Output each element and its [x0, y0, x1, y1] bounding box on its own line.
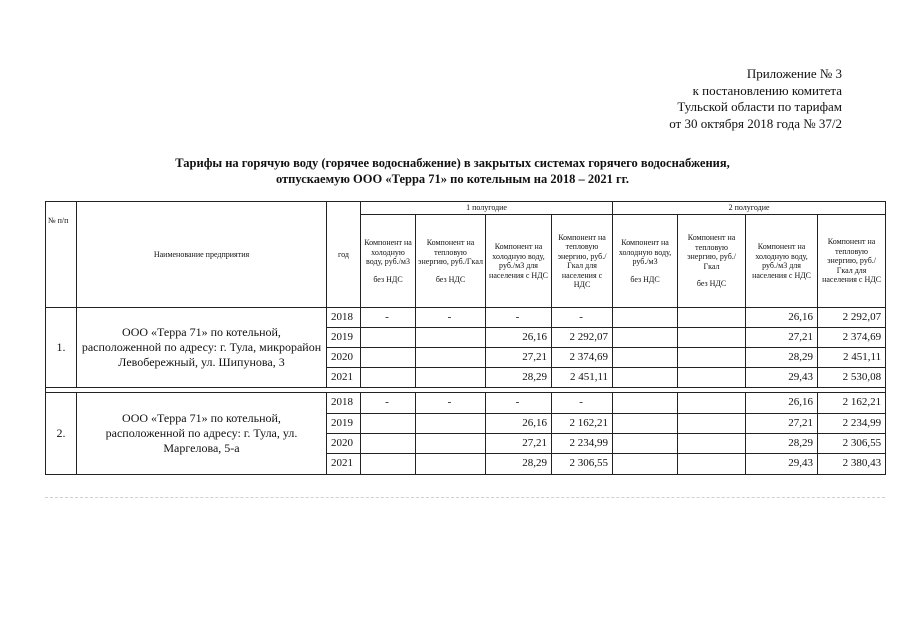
value-cell: - — [486, 308, 552, 328]
value-cell — [678, 368, 746, 388]
value-cell: 2 292,07 — [818, 308, 886, 328]
value-cell: 2 234,99 — [818, 414, 886, 434]
value-cell — [416, 348, 486, 368]
value-cell: - — [552, 393, 613, 414]
year-cell: 2020 — [327, 434, 361, 454]
value-cell — [678, 414, 746, 434]
value-cell: - — [416, 308, 486, 328]
header-text: Компонент на холодную воду, руб./м3 — [618, 238, 672, 266]
value-cell — [678, 393, 746, 414]
value-cell — [361, 328, 416, 348]
appendix-line: к постановлению комитета — [692, 82, 842, 98]
header-nds: без НДС — [373, 274, 403, 284]
value-cell — [613, 328, 678, 348]
value-cell: - — [361, 393, 416, 414]
value-cell: 28,29 — [746, 434, 818, 454]
year-cell: 2021 — [327, 368, 361, 388]
value-cell — [361, 414, 416, 434]
value-cell: 2 162,21 — [818, 393, 886, 414]
header-h1-cold — [361, 215, 416, 308]
value-cell — [361, 348, 416, 368]
value-cell — [678, 454, 746, 475]
value-cell — [613, 414, 678, 434]
table-row — [46, 308, 886, 328]
value-cell — [613, 454, 678, 475]
value-cell: 27,21 — [746, 414, 818, 434]
value-cell: 2 451,11 — [818, 348, 886, 368]
header-h1-heat-pop: Компонент на тепловую энергию, руб./Гкал для населения с НДС — [552, 215, 613, 308]
appendix-block — [669, 66, 842, 132]
value-cell — [416, 454, 486, 475]
value-cell: 2 451,11 — [552, 368, 613, 388]
value-cell — [613, 308, 678, 328]
header-nds: без НДС — [696, 279, 727, 289]
title-line: отпускаемую ООО «Терра 71» по котельным на 2018 – 2021 гг. — [275, 172, 630, 186]
title-line: Тарифы на горячую воду (горячее водоснабжение) в закрытых системах горячего водоснабжения, — [175, 156, 730, 170]
header-h2-cold-pop: Компонент на холодную воду, руб./м3 для населения с НДС — [746, 215, 818, 308]
header-half-2: 2 полугодие — [613, 202, 886, 215]
value-cell: 29,43 — [746, 454, 818, 475]
value-cell — [416, 368, 486, 388]
value-cell — [678, 308, 746, 328]
value-cell: 2 374,69 — [818, 328, 886, 348]
value-cell: 2 306,55 — [818, 434, 886, 454]
value-cell: - — [552, 308, 613, 328]
header-nds: без НДС — [435, 274, 466, 284]
value-cell: 2 234,99 — [552, 434, 613, 454]
year-cell: 2018 — [327, 393, 361, 414]
company-name: ООО «Терра 71» по котельной, расположенной по адресу: г. Тула, микрорайон Левобережный, ул. Шипунова, 3 — [77, 308, 327, 388]
header-h2-cold — [613, 215, 678, 308]
header-h1-heat — [416, 215, 486, 308]
value-cell: - — [486, 393, 552, 414]
tariff-table — [45, 201, 886, 475]
value-cell — [416, 414, 486, 434]
value-cell: 2 162,21 — [552, 414, 613, 434]
value-cell: 29,43 — [746, 368, 818, 388]
header-nds: без НДС — [630, 274, 660, 284]
header-year: год — [327, 202, 361, 308]
value-cell — [613, 434, 678, 454]
faint-scan-line — [45, 497, 885, 498]
value-cell: 26,16 — [746, 308, 818, 328]
value-cell: 2 530,08 — [818, 368, 886, 388]
appendix-line: от 30 октября 2018 года № 37/2 — [669, 115, 842, 131]
appendix-line: Тульской области по тарифам — [677, 99, 842, 114]
value-cell — [416, 434, 486, 454]
value-cell: 2 374,69 — [552, 348, 613, 368]
year-cell: 2018 — [327, 308, 361, 328]
value-cell: 28,29 — [486, 368, 552, 388]
value-cell — [361, 368, 416, 388]
value-cell — [361, 454, 416, 475]
row-number: 1. — [46, 308, 77, 388]
header-half-1: 1 полугодие — [361, 202, 613, 215]
value-cell: 2 292,07 — [552, 328, 613, 348]
value-cell: - — [416, 393, 486, 414]
table-row — [46, 393, 886, 414]
value-cell: 28,29 — [746, 348, 818, 368]
value-cell — [613, 348, 678, 368]
header-h2-heat — [678, 215, 746, 308]
year-cell: 2019 — [327, 328, 361, 348]
header-h2-heat-pop: Компонент на тепловую энергию, руб./Гкал для населения с НДС — [818, 215, 886, 308]
value-cell — [613, 393, 678, 414]
value-cell — [361, 434, 416, 454]
document-title — [0, 155, 905, 187]
header-h1-cold-pop: Компонент на холодную воду, руб./м3 для населения с НДС — [486, 215, 552, 308]
value-cell: - — [361, 308, 416, 328]
value-cell: 27,21 — [486, 434, 552, 454]
header-name: Наименование предприятия — [77, 202, 327, 308]
value-cell: 26,16 — [486, 328, 552, 348]
value-cell — [678, 348, 746, 368]
value-cell: 28,29 — [486, 454, 552, 475]
company-name: ООО «Терра 71» по котельной, расположенной по адресу: г. Тула, ул. Маргелова, 5-а — [77, 393, 327, 475]
year-cell: 2021 — [327, 454, 361, 475]
value-cell — [416, 328, 486, 348]
value-cell: 26,16 — [746, 393, 818, 414]
value-cell — [678, 434, 746, 454]
year-cell: 2019 — [327, 414, 361, 434]
header-text: Компонент на тепловую энергию, руб./Гкал — [418, 238, 483, 266]
year-cell: 2020 — [327, 348, 361, 368]
header-text: Компонент на холодную воду, руб./м3 — [364, 238, 412, 266]
appendix-line: Приложение № 3 — [746, 66, 842, 81]
header-text: Компонент на тепловую энергию, руб./Гкал — [687, 233, 736, 271]
header-num: № п/п — [46, 202, 77, 308]
value-cell — [678, 328, 746, 348]
value-cell: 2 306,55 — [552, 454, 613, 475]
value-cell: 26,16 — [486, 414, 552, 434]
value-cell — [613, 368, 678, 388]
row-number: 2. — [46, 393, 77, 475]
value-cell: 2 380,43 — [818, 454, 886, 475]
value-cell: 27,21 — [486, 348, 552, 368]
value-cell: 27,21 — [746, 328, 818, 348]
